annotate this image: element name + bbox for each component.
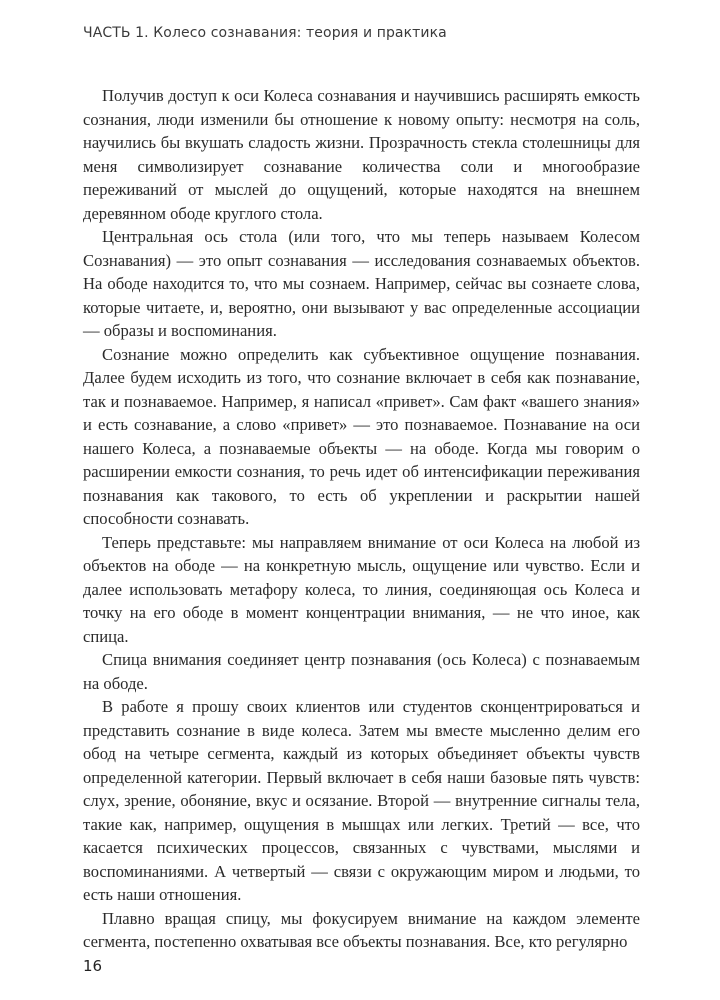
paragraph: Получив доступ к оси Колеса сознавания и научившись расширять емкость сознания, люди изменили бы отношение к новому опыту: несмотря на соль, научились бы вкушать сладость жизни. Прозрачность стекла столешницы для меня символизирует сознавание количества соли и многообразие переживаний от мыслей до ощущений, которые находятся на внешнем деревянном ободе круглого стола.: [83, 86, 640, 223]
paragraph: Сознание можно определить как субъективное ощущение познавания. Далее будем исходить из того, что сознание включает в себя как познавание, так и познаваемое. Например, я написал «привет». Сам факт «вашего знания» и есть сознавание, а слово «привет» — это познаваемое. Познавание на оси нашего Колеса, а познаваемые объекты — на ободе. Когда мы говорим о расширении емкости сознания, то речь идет об интенсификации переживания познавания как такового, то есть об укреплении и раскрытии нашей способности сознавать.: [83, 344, 640, 528]
body-text: [83, 84, 640, 954]
running-head: ЧАСТЬ 1. Колесо сознавания: теория и практика: [83, 25, 447, 41]
paragraph: Теперь представьте: мы направляем внимание от оси Колеса на любой из объектов на ободе — на конкретную мысль, ощущение или чувство. Если и далее использовать метафору колеса, то линия, соединяющая ось Колеса и точку на его ободе в момент концентрации внимания, — не что иное, как спица.: [83, 532, 640, 646]
paragraph: В работе я прошу своих клиентов или студентов сконцентрироваться и представить сознание в виде колеса. Затем мы вместе мысленно делим его обод на четыре сегмента, каждый из которых объединяет объекты чувств определенной категории. Первый включает в себя наши базовые пять чувств: слух, зрение, обоняние, вкус и осязание. Второй — внутренние сигналы тела, такие как, например, ощущения в мышцах или легких. Третий — все, что касается психических процессов, связанных с чувствами, мыслями и воспоминаниями. А четвертый — связи с окружающим миром и людьми, то есть наши отношения.: [83, 697, 640, 904]
paragraph: Спица внимания соединяет центр познавания (ось Колеса) с познаваемым на ободе.: [83, 650, 640, 693]
paragraph: Плавно вращая спицу, мы фокусируем внимание на каждом элементе сегмента, постепенно охватывая все объекты познавания. Все, кто регулярно: [83, 908, 640, 951]
paragraph: Центральная ось стола (или того, что мы теперь называем Колесом Сознавания) — это опыт сознавания — исследования сознаваемых объектов. На ободе находится то, что мы сознаем. Например, сейчас вы сознаете слова, которые читаете, и, вероятно, они вызывают у вас определенные ассоциации — образы и воспоминания.: [83, 227, 640, 340]
page-number: 16: [83, 957, 103, 975]
